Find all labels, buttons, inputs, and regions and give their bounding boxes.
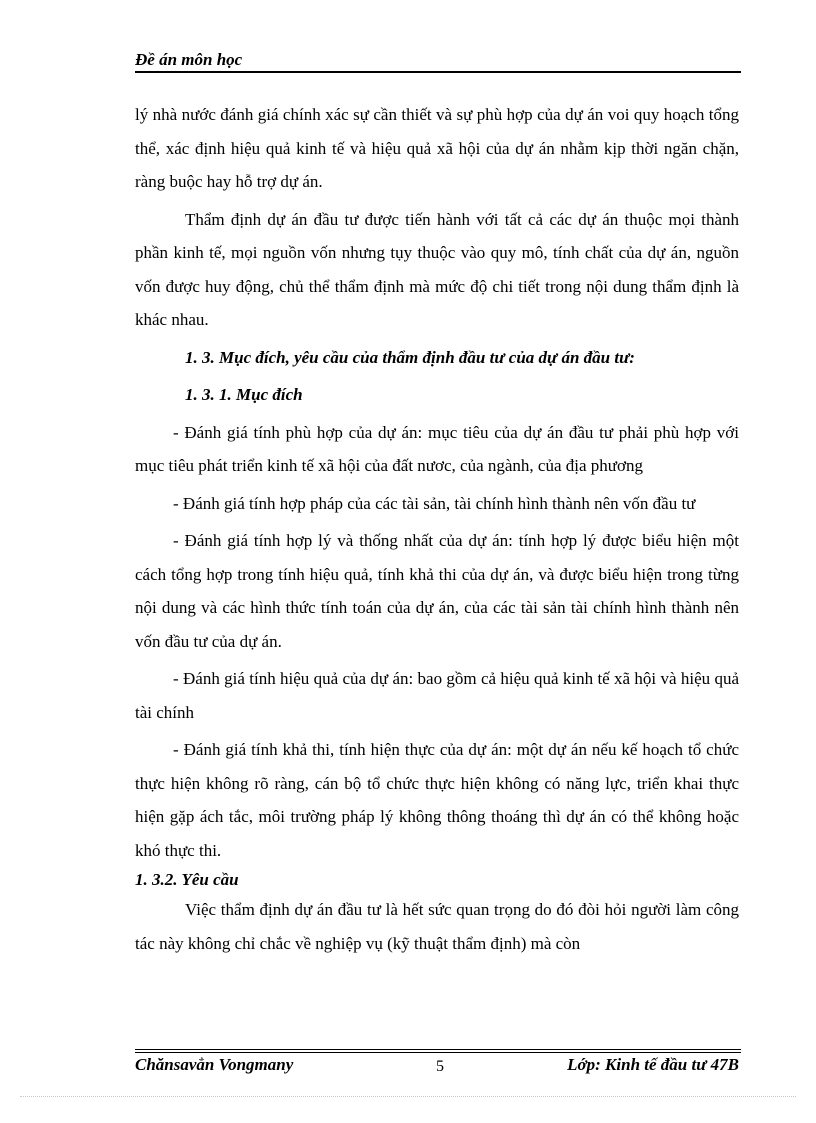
footer-rule (135, 1052, 741, 1053)
footer-author: Chănsavẳn Vongmany (135, 1055, 294, 1074)
header-rule (135, 71, 741, 73)
section-heading-1-3-2: 1. 3.2. Yêu cầu (135, 870, 239, 889)
header-title: Đề án môn học (135, 50, 243, 69)
list-item: - Đánh giá tính hiệu quả của dự án: bao gồm cả hiệu quả kinh tế xã hội và hiệu quả tài chính (135, 669, 739, 722)
list-item: - Đánh giá tính hợp lý và thống nhất của dự án: tính hợp lý được biểu hiện một cách tổng hợp trong tính hiệu quả, tính khả thi của dự án, và được biểu hiện trong từng nội dung và các hình thức tính toán của dự án, của các tài sản tài chính hình thành nên vốn đầu tư của dự án. (135, 531, 739, 651)
body-text (135, 98, 739, 960)
section-heading-1-3-1: 1. 3. 1. Mục đích (185, 385, 303, 404)
footer-rule (135, 1049, 741, 1050)
page-edge-divider (20, 1096, 796, 1097)
list-item: - Đánh giá tính hợp pháp của các tài sản, tài chính hình thành nên vốn đầu tư (173, 493, 696, 513)
list-item: - Đánh giá tính khả thi, tính hiện thực của dự án: một dự án nếu kế hoạch tổ chức thực hiện không rõ ràng, cán bộ tổ chức thực hiện không có năng lực, triển khai thực hiện gặp ách tắc, môi trường pháp lý không thông thoáng thì dự án có thể không hoặc khó thực thi. (135, 740, 739, 860)
footer-class: Lớp: Kinh tế đầu tư 47B (567, 1055, 739, 1074)
page-number: 5 (436, 1058, 444, 1075)
paragraph: Thẩm định dự án đầu tư được tiến hành với tất cả các dự án thuộc mọi thành phần kinh tế, mọi nguồn vốn nhưng tụy thuộc vào quy mô, tính chất của dự án, nguồn vốn được huy động, chủ thể thẩm định mà mức độ chi tiết trong nội dung thẩm định là khác nhau. (135, 209, 739, 329)
list-item: - Đánh giá tính phù hợp của dự án: mục tiêu của dự án đầu tư phải phù hợp với mục tiêu phát triển kinh tế xã hội của đất nươc, của ngành, của địa phương (135, 422, 739, 475)
paragraph: lý nhà nước đánh giá chính xác sự cần thiết và sự phù hợp của dự án voi quy hoạch tổng thể, xác định hiệu quả kinh tế và hiệu quả xã hội của dự án nhằm kịp thời ngăn chặn, ràng buộc hay hỗ trợ dự án. (135, 105, 739, 191)
paragraph: Việc thẩm định dự án đầu tư là hết sức quan trọng do đó đòi hỏi người làm công tác này không chỉ chắc về nghiệp vụ (kỹ thuật thẩm định) mà còn (135, 900, 739, 953)
section-heading-1-3: 1. 3. Mục đích, yêu cầu của thẩm định đầu tư của dự án đầu tư: (185, 347, 635, 367)
